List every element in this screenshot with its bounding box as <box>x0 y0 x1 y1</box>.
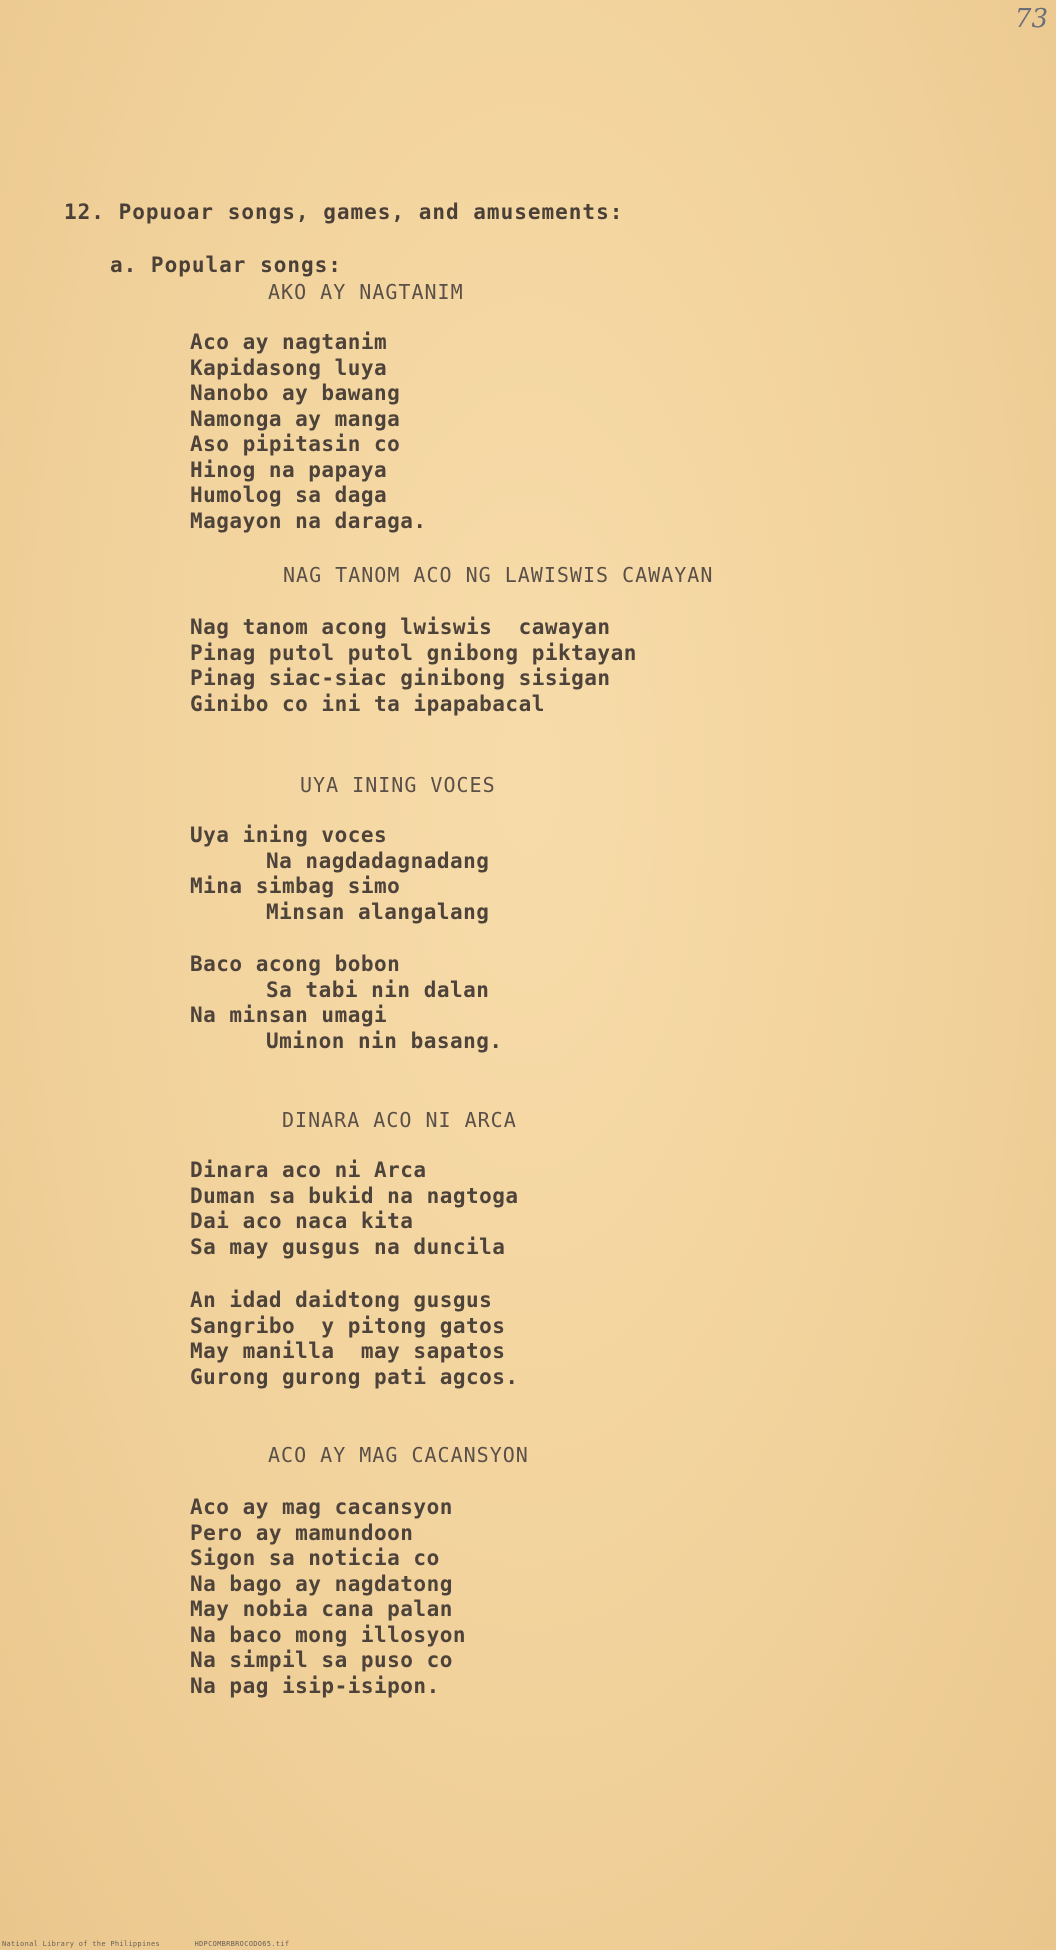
lyric-line: Pinag putol putol gnibong piktayan <box>190 640 637 665</box>
song-title: NAG TANOM ACO NG LAWISWIS CAWAYAN <box>283 563 714 587</box>
lyric-line: Dinara aco ni Arca <box>190 1158 427 1182</box>
lyric-line: Duman sa bukid na nagtoga <box>190 1183 519 1208</box>
lyric-line: Ginibo co ini ta ipapabacal <box>190 691 545 716</box>
lyric-line: May manilla may sapatos <box>190 1339 506 1363</box>
lyric-line: Gurong gurong pati agcos. <box>190 1364 519 1389</box>
file-id: HDPCOMBRBROCODO65.tif <box>194 1940 290 1948</box>
scan-footer <box>2 1940 319 1948</box>
lyric-line: Na baco mong illosyon <box>190 1622 467 1647</box>
lyric-line: Sa may gusgus na duncila <box>190 1234 506 1259</box>
page-number: 73 <box>1014 4 1048 34</box>
lyric-line: Uya ining voces <box>190 823 388 847</box>
lyric-line: Aso pipitasin co <box>190 432 401 456</box>
lyric-line: Aco ay nagtanim <box>190 330 388 354</box>
lyric-line: Aco ay mag cacansyon <box>190 1495 453 1519</box>
song-title: UYA INING VOCES <box>300 773 496 797</box>
section-heading: 12. Popuoar songs, games, and amusements: <box>64 200 624 224</box>
subsection-heading: a. Popular songs: <box>110 253 342 277</box>
lyric-line: Na minsan umagi <box>190 1003 388 1027</box>
lyric-line: Humolog sa daga <box>190 483 388 507</box>
song-lyrics <box>190 1158 519 1260</box>
song-lyrics <box>190 1288 519 1390</box>
lyric-line: Na bago ay nagdatong <box>190 1571 453 1596</box>
lyric-line: Mina simbag simo <box>190 874 401 898</box>
lyric-line: Sa tabi nin dalan <box>266 977 490 1002</box>
lyric-line: Namonga ay manga <box>190 406 401 431</box>
lyric-line: Na pag isip-isipon. <box>190 1673 440 1698</box>
song-lyrics <box>190 1495 466 1699</box>
lyric-line: Dai aco naca kita <box>190 1209 414 1233</box>
lyric-line: Pinag siac-siac ginibong sisigan <box>190 666 611 690</box>
lyric-line: Sangribo y pitong gatos <box>190 1313 506 1338</box>
library-credit: National Library of the Philippines <box>2 1940 161 1948</box>
song-title: DINARA ACO NI ARCA <box>282 1108 517 1132</box>
lyric-line: May nobia cana palan <box>190 1597 453 1621</box>
lyric-line: Magayon na daraga. <box>190 508 427 533</box>
lyric-line: Nag tanom acong lwiswis cawayan <box>190 615 611 639</box>
song-lyrics <box>190 952 503 1054</box>
song-title: AKO AY NAGTANIM <box>268 280 464 304</box>
song-lyrics <box>190 823 489 925</box>
lyric-line: Kapidasong luya <box>190 355 388 380</box>
lyric-line: An idad daidtong gusgus <box>190 1288 493 1312</box>
lyric-line: Uminon nin basang. <box>266 1028 503 1053</box>
song-lyrics <box>190 330 427 534</box>
song-lyrics <box>190 615 637 717</box>
lyric-line: Nanobo ay bawang <box>190 381 401 405</box>
lyric-line: Baco acong bobon <box>190 952 401 976</box>
lyric-line: Na nagdadagnadang <box>266 848 490 873</box>
song-title: ACO AY MAG CACANSYON <box>268 1443 529 1467</box>
lyric-line: Sigon sa noticia co <box>190 1546 440 1570</box>
lyric-line: Hinog na papaya <box>190 457 388 482</box>
lyric-line: Pero ay mamundoon <box>190 1520 414 1545</box>
lyric-line: Na simpil sa puso co <box>190 1648 453 1672</box>
lyric-line: Minsan alangalang <box>266 899 490 924</box>
